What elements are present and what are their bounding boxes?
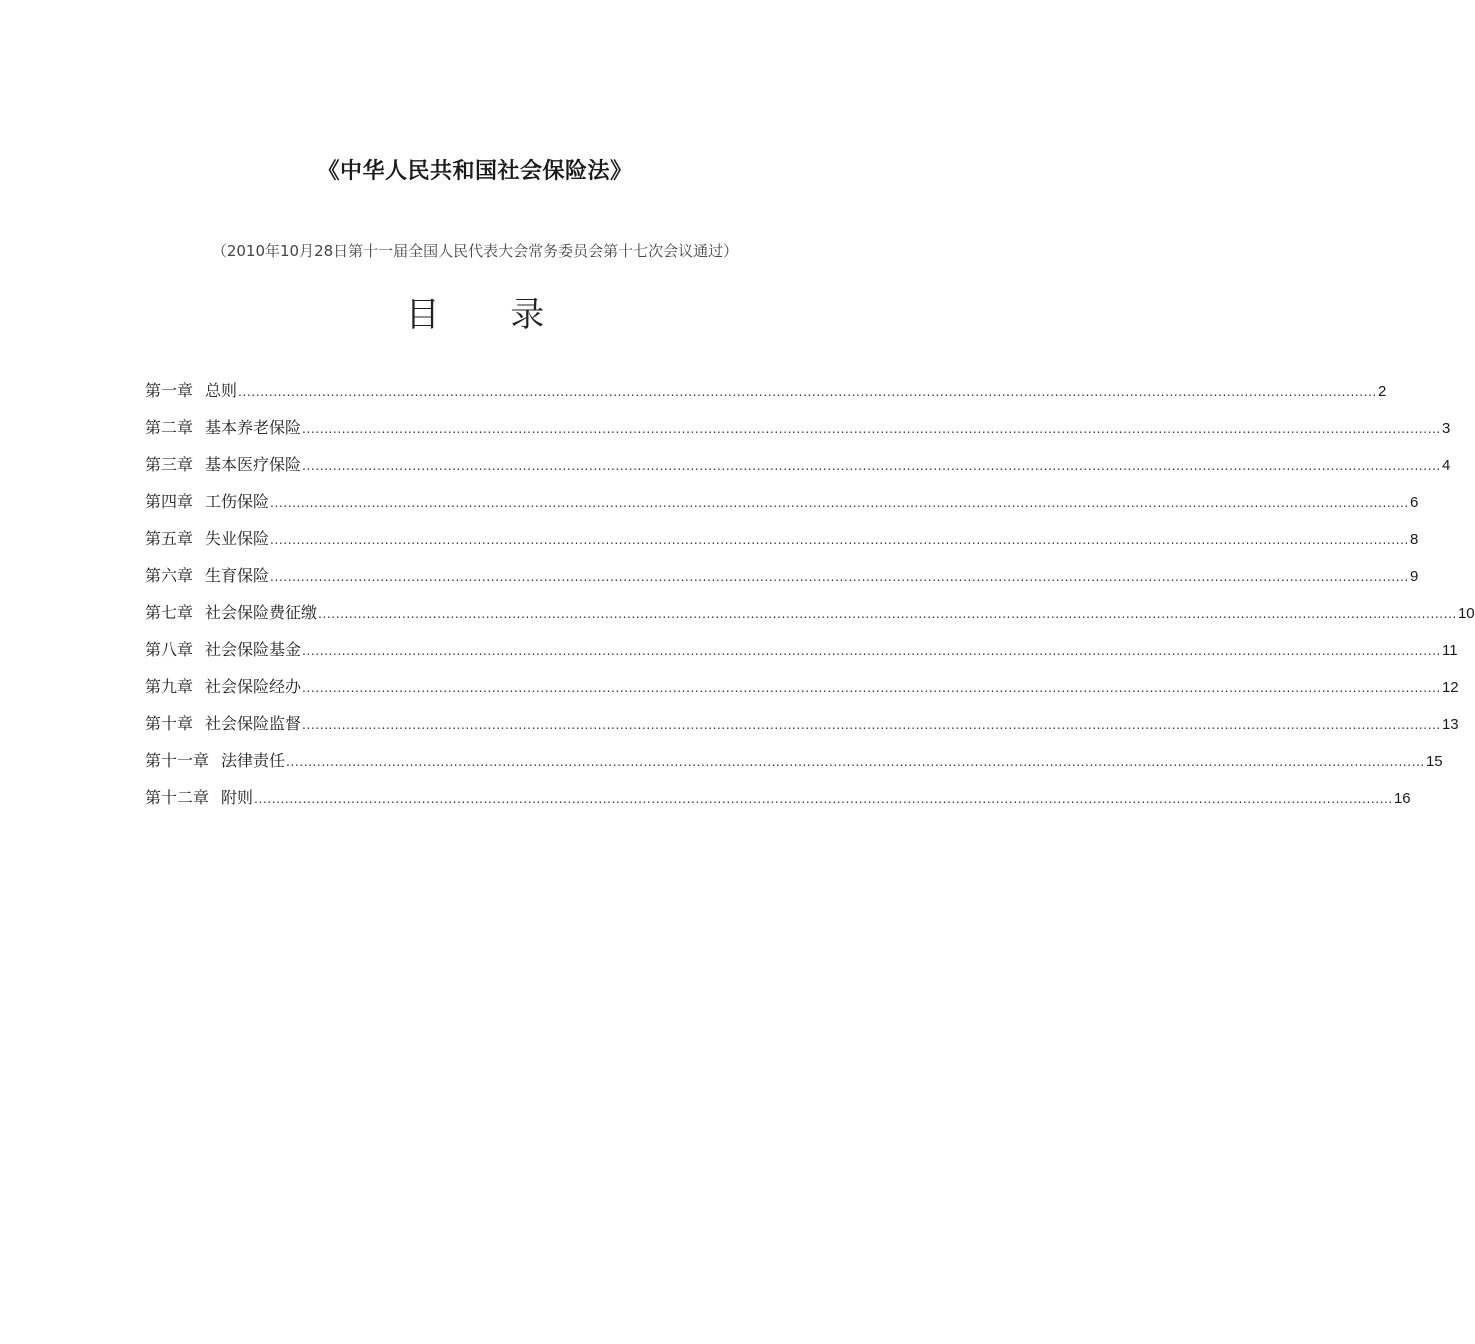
toc-page-number: 3 [1441,420,1451,437]
toc-chapter-number: 第五章 [145,529,194,548]
toc-chapter-number: 第一章 [145,381,194,400]
toc-entry[interactable] [145,557,1419,594]
toc-dot-leader: .................................................................................................................................................................................................................................................................. [270,496,1409,510]
toc-dot-leader: .................................................................................................................................................................................................................................................................. [286,755,1425,769]
toc-chapter-name: 生育保险 [205,566,270,585]
toc-entry[interactable] [145,742,1443,779]
toc-chapter-number: 第九章 [145,677,194,696]
toc-chapter-number: 第十一章 [145,751,210,770]
toc-entry[interactable] [145,372,1387,409]
toc-chapter-number: 第七章 [145,603,194,622]
toc-dot-leader: .................................................................................................................................................................................................................................................................. [270,570,1409,584]
toc-dot-leader: .................................................................................................................................................................................................................................................................. [238,385,1377,399]
toc-chapter-name: 基本养老保险 [205,418,302,437]
toc-entry[interactable] [145,779,1411,816]
toc-dot-leader: .................................................................................................................................................................................................................................................................. [302,459,1441,473]
toc-page-number: 11 [1441,642,1458,659]
toc-page-number: 10 [1457,605,1475,622]
toc-entry[interactable] [145,409,1451,446]
toc-entry[interactable] [145,594,1475,631]
toc-chapter-name: 社会保险基金 [205,640,302,659]
toc-chapter-number: 第十章 [145,714,194,733]
toc-page-number: 15 [1425,753,1443,770]
toc-entry[interactable] [145,668,1459,705]
toc-dot-leader: .................................................................................................................................................................................................................................................................. [270,533,1409,547]
toc-chapter-name: 社会保险费征缴 [205,603,318,622]
toc-dot-leader: .................................................................................................................................................................................................................................................................. [318,607,1457,621]
toc-chapter-number: 第八章 [145,640,194,659]
toc-chapter-name: 工伤保险 [205,492,270,511]
toc-entry[interactable] [145,520,1419,557]
toc-dot-leader: .................................................................................................................................................................................................................................................................. [302,644,1441,658]
toc-chapter-number: 第四章 [145,492,194,511]
toc-entry[interactable] [145,483,1419,520]
toc-dot-leader: .................................................................................................................................................................................................................................................................. [302,718,1441,732]
toc-chapter-name: 法律责任 [221,751,286,770]
toc-page-number: 6 [1409,494,1419,511]
toc-chapter-number: 第二章 [145,418,194,437]
toc-chapter-name: 总则 [205,381,238,400]
toc-dot-leader: .................................................................................................................................................................................................................................................................. [254,792,1393,806]
toc-heading: 目 录 [405,295,575,335]
toc-chapter-number: 第三章 [145,455,194,474]
toc-page-number: 4 [1441,457,1451,474]
toc-page-number: 8 [1409,531,1419,548]
document-title: 《中华人民共和国社会保险法》 [317,159,633,184]
toc-entry[interactable] [145,705,1459,742]
toc-page-number: 16 [1393,790,1411,807]
toc-page-number: 12 [1441,679,1459,696]
toc-dot-leader: .................................................................................................................................................................................................................................................................. [302,422,1441,436]
table-of-contents [145,372,1475,816]
toc-chapter-name: 附则 [221,788,254,807]
toc-chapter-name: 失业保险 [205,529,270,548]
toc-chapter-name: 社会保险监督 [205,714,302,733]
toc-entry[interactable] [145,631,1458,668]
toc-page-number: 9 [1409,568,1419,585]
document-subtitle: （2010年10月28日第十一届全国人民代表大会常务委员会第十七次会议通过） [211,242,739,260]
toc-page-number: 13 [1441,716,1459,733]
toc-page-number: 2 [1377,383,1387,400]
toc-chapter-number: 第六章 [145,566,194,585]
toc-chapter-name: 基本医疗保险 [205,455,302,474]
toc-entry[interactable] [145,446,1451,483]
toc-chapter-number: 第十二章 [145,788,210,807]
toc-dot-leader: .................................................................................................................................................................................................................................................................. [302,681,1441,695]
toc-chapter-name: 社会保险经办 [205,677,302,696]
